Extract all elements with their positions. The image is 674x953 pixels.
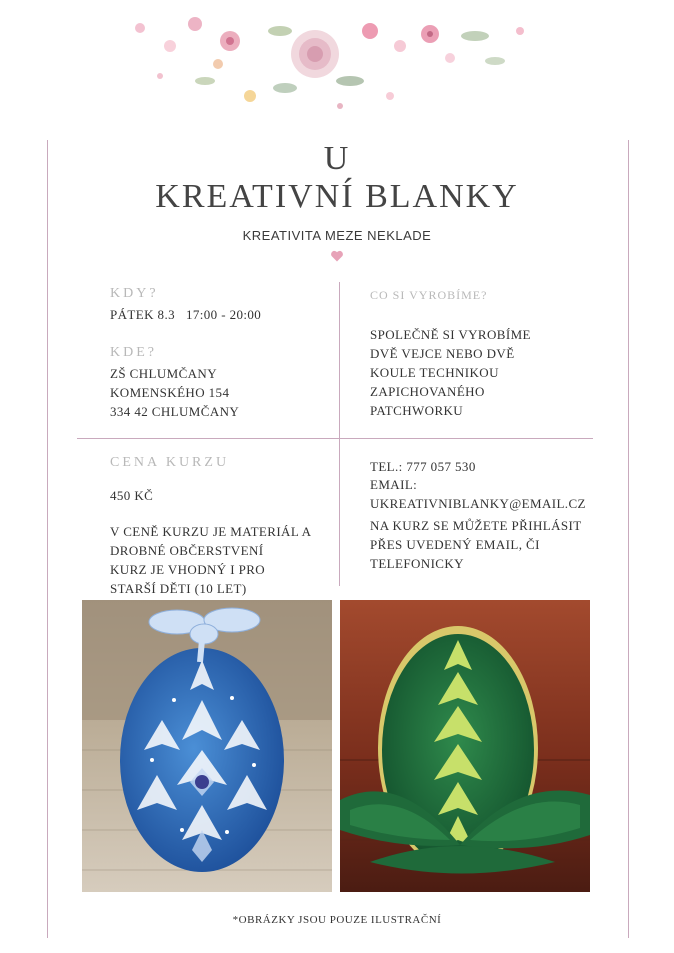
email-label: EMAIL: <box>370 477 418 492</box>
price-label: CENA KURZU <box>110 455 230 470</box>
price-note-line: DROBNÉ OBČERSTVENÍ <box>110 543 264 558</box>
where-line: ZŠ CHLUMČANY <box>110 366 218 381</box>
what-label: CO SI VYROBÍME? <box>370 288 488 302</box>
where-address <box>110 364 239 421</box>
where-label: KDE? <box>110 345 157 360</box>
tagline: KREATIVITA MEZE NEKLADE <box>242 228 432 243</box>
blue-patchwork-egg-photo <box>82 600 332 892</box>
what-description <box>370 325 531 420</box>
signup-line: PŘES UVEDENÝ EMAIL, ČI <box>370 537 540 552</box>
where-line: 334 42 CHLUMČANY <box>110 404 240 419</box>
when-label: KDY? <box>110 286 159 301</box>
what-line: SPOLEČNĚ SI VYROBÍME <box>370 327 531 342</box>
title-line-2: KREATIVNÍ BLANKY <box>155 178 519 215</box>
when-value: PÁTEK 8.3 17:00 - 20:00 <box>110 307 262 322</box>
frame-right-rule <box>628 140 629 938</box>
footnote: *OBRÁZKY JSOU POUZE ILUSTRAČNÍ <box>232 914 442 926</box>
signup-line: TELEFONICKY <box>370 556 464 571</box>
contact-phone[interactable]: TEL.: 777 057 530 <box>370 459 476 474</box>
center-divider-rule <box>339 282 340 586</box>
frame-left-rule <box>47 140 48 938</box>
heart-icon <box>330 249 344 263</box>
what-line: PATCHWORKU <box>370 403 464 418</box>
contact-email-block <box>370 475 586 513</box>
floral-header-decoration <box>100 6 550 126</box>
what-line: KOULE TECHNIKOU <box>370 365 499 380</box>
price-note <box>110 522 311 598</box>
what-line: DVĚ VEJCE NEBO DVĚ <box>370 346 515 361</box>
middle-divider-rule <box>77 438 593 439</box>
price-note-line: KURZ JE VHODNÝ I PRO <box>110 562 266 577</box>
signup-line: NA KURZ SE MŮŽETE PŘIHLÁSIT <box>370 518 582 533</box>
email-link[interactable]: UKREATIVNIBLANKY@EMAIL.CZ <box>370 496 586 511</box>
what-line: ZAPICHOVANÉHO <box>370 384 485 399</box>
price-value: 450 KČ <box>110 488 154 503</box>
signup-info <box>370 516 582 573</box>
title-line-1: U <box>323 140 351 177</box>
price-note-line: V CENĚ KURZU JE MATERIÁL A <box>110 524 312 539</box>
green-ribbon-egg-photo <box>340 600 590 892</box>
where-line: KOMENSKÉHO 154 <box>110 385 230 400</box>
price-note-line: STARŠÍ DĚTI (10 LET) <box>110 581 247 596</box>
